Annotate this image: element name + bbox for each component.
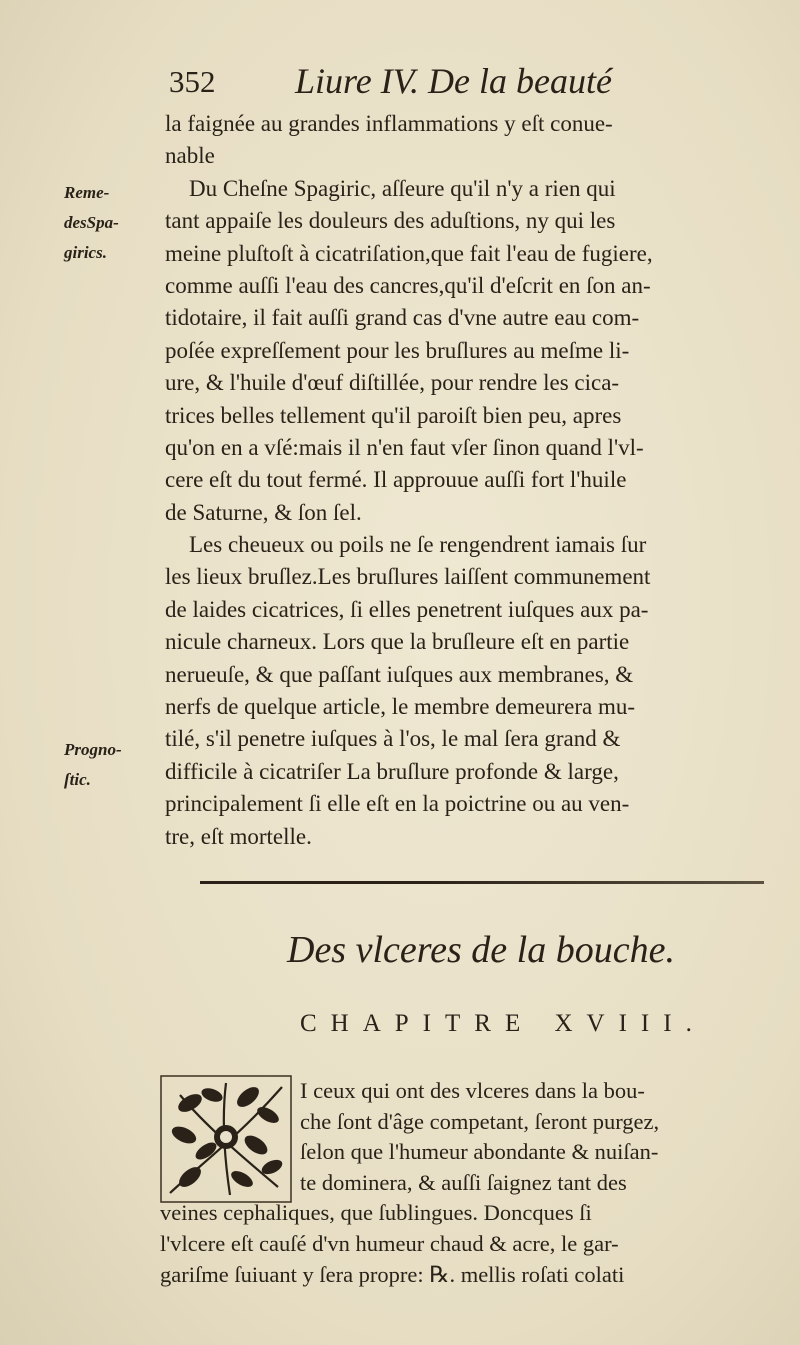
margin-note-prognostic: Progno- ſtic. — [64, 740, 122, 789]
text-line: nerfs de quelque article, le membre demeurera mu- — [165, 694, 635, 720]
chapter-title: Des vlceres de la bouche. — [287, 929, 675, 971]
body-text — [165, 108, 770, 853]
section-divider — [200, 881, 764, 884]
text-line: tant appaiſe les douleurs des aduſtions, ny qui les — [165, 208, 616, 234]
text-line: l'vlcere eſt cauſé d'vn humeur chaud & acre, le gar- — [160, 1230, 619, 1256]
text-line: meine pluſtoſt à cicatriſation,que fait l'eau de fugiere, — [165, 240, 653, 266]
text-line: Les cheueux ou poils ne ſe rengendrent iamais ſur — [189, 532, 647, 558]
margin-note-remedes: Reme- desSpa- girics. — [64, 183, 119, 262]
text-line: veines cephaliques, que ſublingues. Doncques ſi — [160, 1200, 592, 1226]
text-line: les lieux bruſlez.Les bruſlures laiſſent communement — [165, 564, 651, 590]
text-line: difficile à cicatriſer La bruſlure profonde & large, — [165, 758, 619, 784]
text-line: che ſont d'âge competant, ſeront purgez, — [300, 1108, 660, 1134]
text-line: de Saturne, & ſon ſel. — [165, 499, 362, 525]
text-line: Du Cheſne Spagiric, aſſeure qu'il n'y a rien qui — [189, 175, 616, 201]
text-line: trices belles tellement qu'il paroiſt bien peu, apres — [165, 402, 622, 428]
text-line: nicule charneux. Lors que la bruſleure eſt en partie — [165, 629, 630, 655]
text-line: tre, eſt mortelle. — [165, 823, 312, 849]
chapter-number: CHAPITRE XVIII. — [300, 1010, 706, 1037]
text-line: ure, & l'huile d'œuf diſtillée, pour rendre les cica- — [165, 370, 620, 396]
running-title: Liure IV. De la beauté — [295, 61, 612, 101]
text-line: I ceux qui ont des vlceres dans la bou- — [300, 1078, 645, 1103]
page-header — [165, 58, 685, 102]
text-line: nable — [165, 143, 215, 169]
text-line: tidotaire, il fait auſſi grand cas d'vne autre eau com- — [165, 305, 640, 331]
text-line: nerueuſe, & que paſſant iuſques aux membranes, & — [165, 661, 634, 687]
text-line: te dominera, & auſſi ſaignez tant des — [300, 1169, 627, 1195]
page-number: 352 — [169, 64, 216, 99]
text-line: principalement ſi elle eſt en la poictrine ou au ven- — [165, 791, 630, 817]
text-line: comme auſſi l'eau des cancres,qu'il d'eſcrit en ſon an- — [165, 272, 651, 298]
text-line: gariſme ſuiuant y ſera propre: ℞. mellis roſati colati — [160, 1261, 625, 1287]
text-line: poſée expreſſement pour les bruſlures au meſme li- — [165, 337, 630, 363]
text-line: la faignée au grandes inflammations y eſt conue- — [165, 111, 613, 136]
chapter-body — [160, 1076, 775, 1290]
text-line: cere eſt du tout fermé. Il approuue auſſi fort l'huile — [165, 467, 627, 493]
text-line: ſelon que l'humeur abondante & nuiſan- — [300, 1139, 659, 1165]
text-line: qu'on en a vſé:mais il n'en faut vſer ſinon quand l'vl- — [165, 434, 644, 460]
text-line: de laides cicatrices, ſi elles penetrent iuſques aux pa- — [165, 596, 649, 622]
text-line: tilé, s'il penetre iuſques à l'os, le mal ſera grand & — [165, 726, 621, 752]
